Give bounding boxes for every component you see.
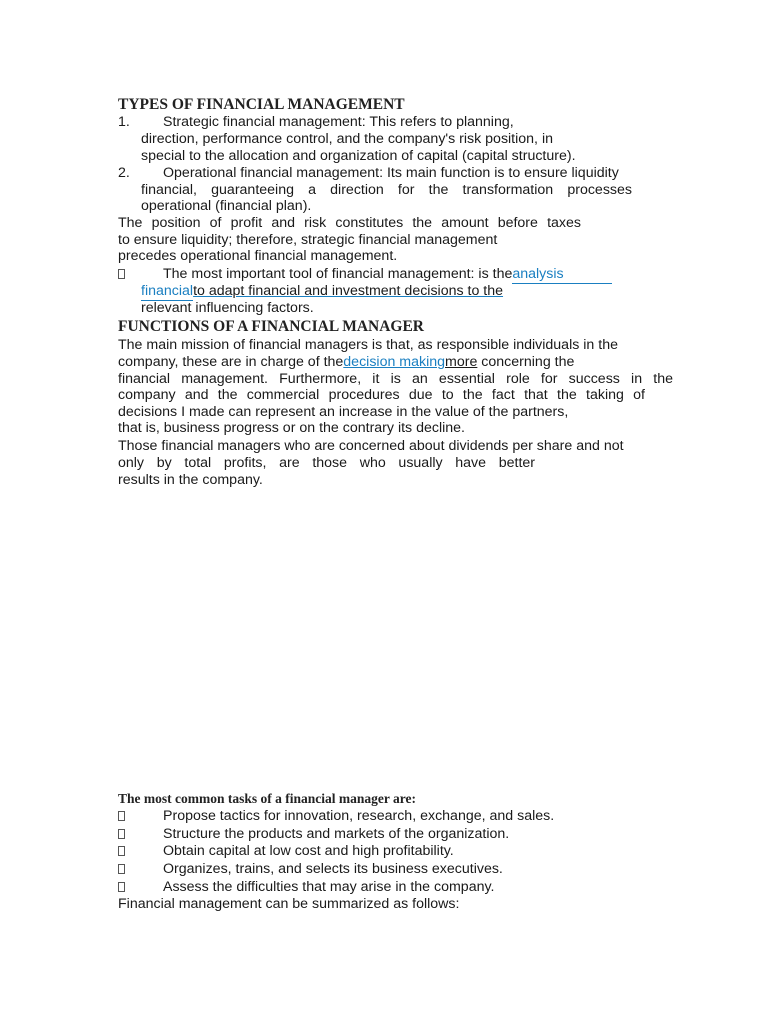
bullet-line1-text: The most important tool of financial management: is the: [163, 266, 513, 282]
list-number-2: 2.: [118, 165, 130, 181]
task-item: Obtain capital at low cost and high profitability.: [163, 843, 454, 859]
functions-line6: that is, business progress or on the contrary its decline.: [118, 420, 465, 436]
functions-line5: decisions I made can represent an increase in the value of the partners,: [118, 404, 569, 420]
list-number-1: 1.: [118, 114, 130, 130]
functions-line7: Those financial managers who are concerned about dividends per share and not: [118, 438, 624, 454]
item2-line3: operational (financial plan).: [141, 198, 312, 214]
item2-line1: Operational financial management: Its main function is to ensure liquidity: [163, 165, 619, 181]
para1-line1: The position of profit and risk constitutes the amount before taxes: [118, 215, 581, 231]
para1-line2: to ensure liquidity; therefore, strategic financial management: [118, 232, 498, 248]
heading-types-of-financial-management: TYPES OF FINANCIAL MANAGEMENT: [118, 96, 405, 113]
bullet-line1: [163, 266, 612, 284]
task-bullet-icon: [118, 861, 125, 878]
functions-line2-more: more: [445, 354, 478, 370]
item1-line2: direction, performance control, and the company's risk position, in: [141, 131, 553, 147]
item2-line2: financial, guaranteeing a direction for the transformation processes: [141, 182, 632, 198]
bullet-line3: relevant influencing factors.: [141, 300, 314, 316]
para1-line3: precedes operational financial management.: [118, 248, 398, 264]
functions-line3: financial management. Furthermore, it is an essential role for success in the: [118, 371, 673, 387]
bullet-line2: [141, 283, 565, 301]
functions-line4: company and the commercial procedures due to the fact that the taking of: [118, 387, 645, 403]
analysis-link[interactable]: analysis: [512, 266, 612, 284]
bullet-square-icon: [118, 266, 125, 283]
task-bullet-icon: [118, 843, 125, 860]
task-item: Organizes, trains, and selects its business executives.: [163, 861, 503, 877]
item1-line3: special to the allocation and organization of capital (capital structure).: [141, 148, 576, 164]
item1-line1: Strategic financial management: This refers to planning,: [163, 114, 514, 130]
functions-line8: only by total profits, are those who usually have better: [118, 455, 535, 471]
task-item: Assess the difficulties that may arise in the company.: [163, 879, 495, 895]
financial-link[interactable]: financial: [141, 283, 194, 299]
task-item: Propose tactics for innovation, research, exchange, and sales.: [163, 808, 555, 824]
heading-common-tasks: The most common tasks of a financial manager are:: [118, 791, 416, 806]
closing-line: Financial management can be summarized as follows:: [118, 896, 460, 912]
functions-line2-pre: company, these are in charge of the: [118, 354, 344, 370]
functions-line1: The main mission of financial managers is that, as responsible individuals in the: [118, 337, 618, 353]
task-bullet-icon: [118, 808, 125, 825]
task-bullet-icon: [118, 826, 125, 843]
functions-line9: results in the company.: [118, 472, 263, 488]
task-item: Structure the products and markets of the organization.: [163, 826, 510, 842]
task-bullet-icon: [118, 879, 125, 896]
functions-line2-post: concerning the: [477, 354, 575, 370]
functions-line2: [118, 354, 574, 371]
heading-functions-of-a-financial-manager: FUNCTIONS OF A FINANCIAL MANAGER: [118, 318, 425, 335]
bullet-line2-text: to adapt financial and investment decisions to the: [193, 283, 504, 299]
decision-making-link[interactable]: decision making: [343, 354, 446, 370]
